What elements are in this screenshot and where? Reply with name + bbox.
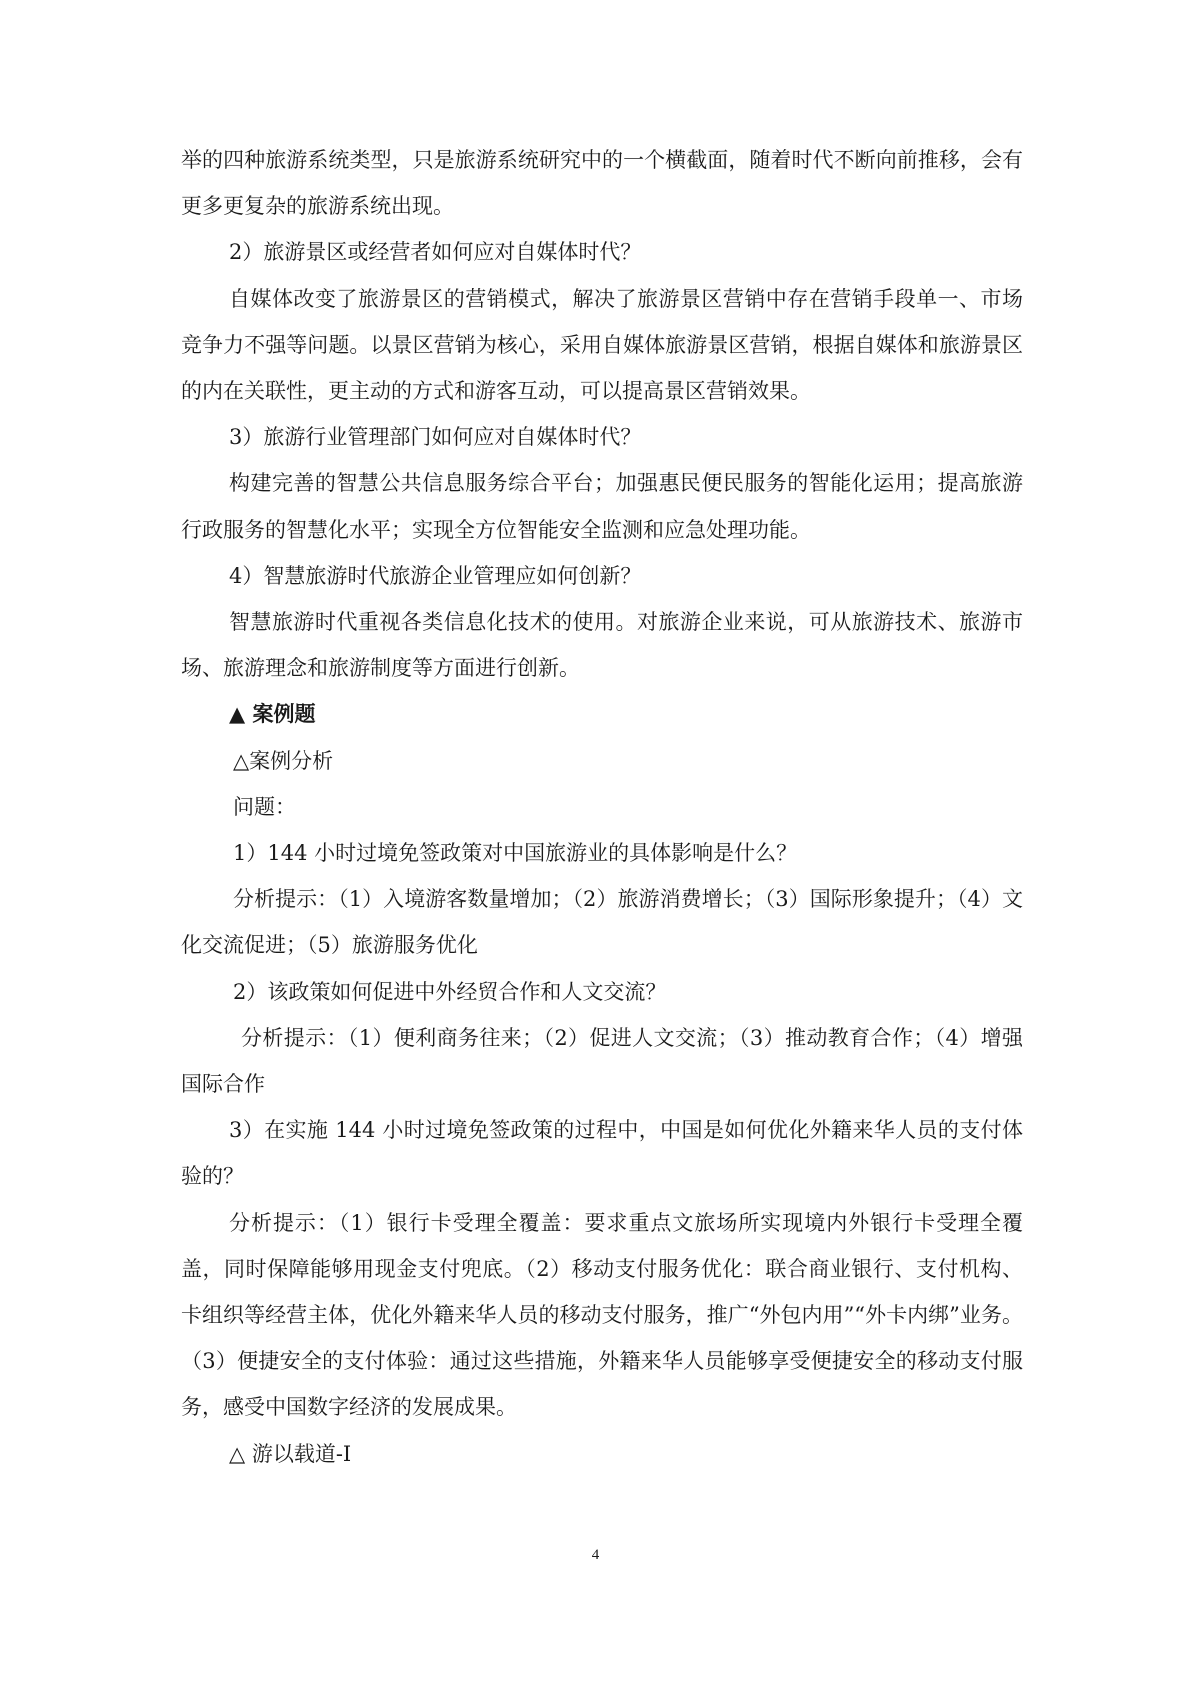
question-3-heading: 3）旅游行业管理部门如何应对自媒体时代？ [229,425,642,450]
case-hint-2: 分析提示：（1）便利商务往来；（2）促进人文交流；（3）推动教育合作；（4）增强国际合作 [181,1025,1023,1097]
case-hint-3: 分析提示：（1）银行卡受理全覆盖：要求重点文旅场所实现境内外银行卡受理全覆盖，同时保障能够用现金支付兜底。（2）移动支付服务优化：联合商业银行、支付机构、卡组织等经营主体，优化外籍来华人员的移动支付服务，推广“外包内用”“外卡内绑”业务。（3）便捷安全的支付体验：通过这些措施，外籍来华人员能够享受便捷安全的移动支付服务，感受中国数字经济的发展成果。 [181,1210,1023,1420]
question-2-heading: 2）旅游景区或经营者如何应对自媒体时代？ [229,240,642,265]
answer-3: 构建完善的智慧公共信息服务综合平台；加强惠民便民服务的智能化运用；提高旅游行政服务的智慧化水平；实现全方位智能安全监测和应急处理功能。 [181,471,1023,542]
section-heading-youyizaidao: △ 游以载道-Ⅰ [229,1441,352,1466]
page-number: 4 [591,1547,600,1563]
questions-label: 问题： [233,794,296,819]
case-question-1: 1）144 小时过境免签政策对中国旅游业的具体影响是什么？ [233,841,798,866]
case-question-3: 3）在实施 144 小时过境免签政策的过程中，中国是如何优化外籍来华人员的支付体验的？ [181,1118,1023,1189]
answer-2: 自媒体改变了旅游景区的营销模式，解决了旅游景区营销中存在营销手段单一、市场竞争力不强等问题。以景区营销为核心，采用自媒体旅游景区营销，根据自媒体和旅游景区的内在关联性，更主动的方式和游客互动，可以提高景区营销效果。 [181,286,1023,404]
body-text [181,137,1023,1477]
case-analysis-subheading: △案例分析 [233,748,334,773]
answer-4: 智慧旅游时代重视各类信息化技术的使用。对旅游企业来说，可从旅游技术、旅游市场、旅游理念和旅游制度等方面进行创新。 [181,610,1023,681]
case-hint-1: 分析提示：（1）入境游客数量增加；（2）旅游消费增长；（3）国际形象提升；（4）文化交流促进；（5）旅游服务优化 [181,887,1023,958]
paragraph-continuation: 举的四种旅游系统类型，只是旅游系统研究中的一个横截面，随着时代不断向前推移，会有更多更复杂的旅游系统出现。 [181,148,1023,219]
case-question-2: 2）该政策如何促进中外经贸合作和人文交流？ [233,979,667,1004]
case-study-heading: ▲ 案例题 [229,702,316,727]
question-4-heading: 4）智慧旅游时代旅游企业管理应如何创新？ [229,563,642,588]
